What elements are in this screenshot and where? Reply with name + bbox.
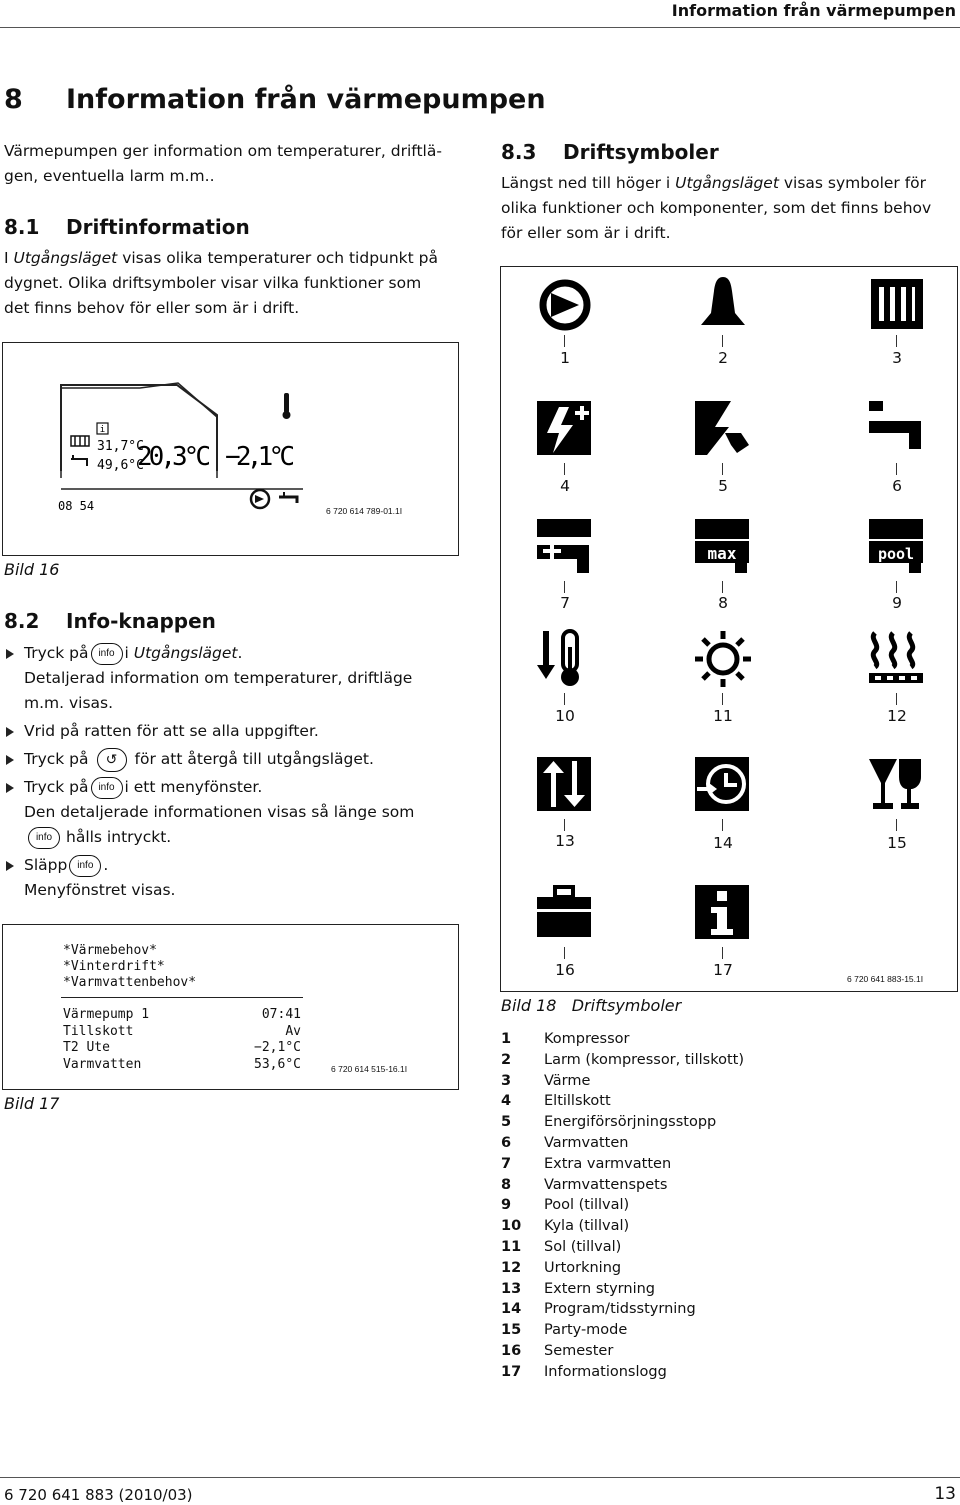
info-button-steps [4, 641, 474, 903]
section-8-3-heading [501, 140, 719, 164]
step-1-text-b: i [124, 644, 129, 662]
section-title: Info-knappen [66, 609, 216, 633]
page-number: 13 [934, 1484, 956, 1504]
figure-17-caption: Bild 17 [4, 1094, 60, 1113]
figure-18-caption-text: Driftsymboler [571, 996, 682, 1015]
symbol-number: 10 [555, 707, 575, 725]
step-1-italic: Utgångsläget [133, 644, 238, 662]
pool-label: pool [877, 545, 915, 563]
figure-18-box [500, 266, 958, 992]
legend-number: 9 [501, 1197, 512, 1214]
section-8-1-text [4, 246, 438, 321]
lcd-temp-1: 31,7°C [97, 439, 144, 454]
tick [722, 335, 723, 347]
information-log-icon [693, 883, 753, 943]
legend-number: 7 [501, 1155, 512, 1172]
lcd-row [63, 1040, 301, 1057]
lcd-row [63, 1024, 301, 1041]
lcd-row-value: 53,6°C [254, 1056, 301, 1072]
pool-icon [867, 517, 927, 577]
step-4-line-2: Den detaljerade informationen visas så länge som [24, 803, 415, 821]
symbol-number: 11 [713, 707, 733, 725]
lcd-temp-2: 49,6°C [97, 458, 144, 473]
legend-number: 6 [501, 1135, 512, 1151]
step-5-text-a: Släpp [24, 856, 68, 874]
lcd-row-value: Av [285, 1023, 301, 1039]
legend-number: 8 [501, 1176, 512, 1193]
hot-water-icon [867, 399, 927, 459]
sec83-l1-b: visas symboler för [783, 174, 927, 192]
legend-text: Larm (kompressor, tillskott) [544, 1051, 744, 1068]
step-1-text-a: Tryck på [24, 644, 89, 662]
lcd-row-label: Tillskott [63, 1023, 134, 1039]
symbol-number: 2 [718, 349, 728, 367]
legend-text: Informationslogg [544, 1363, 667, 1380]
legend-text: Party-mode [544, 1322, 628, 1339]
hot-water-peak-icon [693, 517, 753, 577]
tick [564, 335, 565, 347]
tick [722, 947, 723, 959]
legend-text: Eltillskott [544, 1093, 611, 1110]
figure-17-code: 6 720 614 515-16.1I [331, 1064, 408, 1074]
tick [896, 581, 897, 593]
figure-16-box [2, 342, 459, 556]
legend-number: 15 [501, 1322, 522, 1339]
lcd-info-rows [63, 1007, 301, 1073]
lcd-indoor-temp: 20,3°C [137, 442, 211, 472]
legend-number: 12 [501, 1259, 522, 1276]
legend-number: 17 [501, 1363, 522, 1380]
lcd-row [63, 1007, 301, 1024]
document-code: 6 720 641 883 (2010/03) [4, 1486, 193, 1504]
step-4 [4, 775, 474, 850]
legend-number: 4 [501, 1093, 512, 1110]
step-5 [4, 853, 474, 903]
lcd-menu-status [63, 943, 196, 991]
symbol-number: 13 [555, 832, 575, 850]
info-button-icon: info [91, 643, 123, 665]
lcd-time: 08 54 [58, 499, 95, 513]
symbol-number: 16 [555, 961, 575, 979]
figure-18-code: 6 720 641 883-15.1I [847, 974, 924, 984]
chapter-number: 8 [4, 84, 23, 115]
lcd-divider [61, 997, 303, 998]
tick [564, 693, 565, 705]
solar-icon [693, 629, 753, 689]
section-number: 8.3 [501, 140, 537, 164]
lcd-row-value: 07:41 [261, 1007, 301, 1022]
lcd-menu-line-2: *Vinterdrift* [63, 959, 165, 974]
sec81-line-1-text: visas olika temperaturer och tidpunkt på [122, 249, 438, 267]
legend-text: Sol (tillval) [544, 1239, 622, 1255]
symbol-number: 14 [713, 834, 733, 852]
hot-water-tap-icon [279, 492, 297, 503]
sec83-line-1 [501, 171, 956, 196]
figure-16-code: 6 720 614 789-01.1I [326, 506, 403, 516]
step-4-text-b: i ett menyfönster. [124, 778, 263, 796]
lcd-row-label: Värmepump 1 [63, 1007, 150, 1022]
tick [564, 463, 565, 475]
legend-text: Varmvattenspets [544, 1176, 668, 1193]
sec81-line-3: det finns behov för eller som är i drift. [4, 299, 300, 317]
legend-text: Kyla (tillval) [544, 1218, 630, 1235]
sec81-italic: Utgångsläget [13, 249, 118, 267]
figure-18-caption-number: Bild 18 [501, 996, 557, 1015]
step-5-line-2: Menyfönstret visas. [24, 881, 176, 899]
lcd-row-label: Varmvatten [63, 1056, 142, 1072]
section-title: Driftinformation [66, 215, 250, 239]
symbol-number: 15 [887, 834, 907, 852]
step-3-text-b: för att återgå till utgångsläget. [134, 750, 374, 768]
legend-text: Energiförsörjningsstopp [544, 1114, 717, 1131]
info-button-icon: info [28, 827, 60, 849]
sec83-l1-italic: Utgångsläget [675, 174, 779, 192]
symbol-number: 3 [892, 349, 902, 367]
tick [722, 693, 723, 705]
back-button-icon: ↺ [97, 748, 127, 772]
sec83-l1-a: Längst ned till höger i [501, 174, 671, 192]
legend-number: 11 [501, 1239, 522, 1255]
step-3-text-a: Tryck på [24, 750, 89, 768]
legend-text: Pool (tillval) [544, 1197, 630, 1214]
intro-line-1: Värmepumpen ger information om temperaturer, driftlä- [4, 142, 442, 160]
program-clock-icon [693, 755, 753, 815]
symbol-number: 6 [892, 477, 902, 495]
section-number: 8.2 [4, 609, 40, 633]
tick [722, 463, 723, 475]
sec81-line-1 [4, 246, 438, 271]
symbol-number: 9 [892, 594, 902, 612]
section-8-3-text [501, 171, 956, 246]
legend-text: Semester [544, 1343, 614, 1359]
sec81-prefix: I [4, 249, 14, 267]
legend-number: 5 [501, 1114, 512, 1131]
tick [564, 819, 565, 831]
step-5-text-b: . [103, 856, 109, 874]
compressor-icon [251, 490, 269, 508]
radiator-icon [71, 436, 89, 446]
radiator-icon [867, 275, 927, 335]
tick [896, 819, 897, 831]
running-header: Information från värmepumpen [671, 1, 956, 20]
info-button-icon: info [69, 855, 101, 877]
lcd-menu-line-1: *Värmebehov* [63, 943, 157, 958]
symbol-number: 12 [887, 707, 907, 725]
sec83-line-2: olika funktioner och komponenter, som det finns behov [501, 199, 932, 217]
step-4-line-3: hålls intryckt. [66, 828, 172, 846]
legend-number: 1 [501, 1031, 512, 1047]
tick [722, 581, 723, 593]
tick [896, 463, 897, 475]
legend-text: Värme [544, 1072, 591, 1089]
footer-rule [0, 1477, 960, 1478]
tick [564, 947, 565, 959]
section-8-2-heading [4, 609, 216, 633]
info-box-glyph: i [99, 425, 106, 435]
step-4-text-a: Tryck på [24, 778, 89, 796]
symbol-number: 1 [560, 349, 570, 367]
sec81-line-2: dygnet. Olika driftsymboler visar vilka funktioner som [4, 274, 422, 292]
legend-number: 16 [501, 1343, 522, 1359]
intro-line-2: gen, eventuella larm m.m.. [4, 167, 215, 185]
compressor-icon [535, 275, 595, 335]
tick [564, 581, 565, 593]
legend-text: Varmvatten [544, 1135, 629, 1151]
power-stop-icon [693, 399, 753, 459]
intro-paragraph [4, 139, 442, 189]
lcd-row [63, 1057, 301, 1074]
section-title: Driftsymboler [563, 140, 719, 164]
tick [722, 819, 723, 831]
max-label: max [707, 544, 737, 563]
chapter-title-text: Information från värmepumpen [66, 84, 546, 115]
symbol-number: 8 [718, 594, 728, 612]
figure-17-box [2, 924, 459, 1090]
alarm-bell-icon [693, 275, 753, 335]
symbol-number: 17 [713, 961, 733, 979]
figure-18-caption [501, 996, 681, 1015]
lcd-row-label: T2 Ute [63, 1040, 110, 1055]
legend-number: 13 [501, 1280, 522, 1297]
legend-text: Extra varmvatten [544, 1155, 672, 1172]
legend-text: Kompressor [544, 1031, 630, 1047]
symbol-number: 5 [718, 477, 728, 495]
figure-16-caption: Bild 16 [4, 560, 60, 579]
extra-hot-water-icon [535, 517, 595, 577]
lcd-menu-line-3: *Varmvattenbehov* [63, 975, 197, 990]
legend-number: 14 [501, 1301, 522, 1318]
drying-icon [867, 629, 927, 689]
legend-number: 10 [501, 1218, 522, 1235]
step-2 [4, 719, 474, 744]
thermometer-icon [283, 393, 291, 419]
symbol-number: 7 [560, 594, 570, 612]
lcd-row-value: −2,1°C [254, 1040, 301, 1055]
lcd-home-display [3, 343, 458, 555]
cooling-icon [535, 629, 595, 689]
info-button-icon: info [91, 777, 123, 799]
section-number: 8.1 [4, 215, 40, 239]
step-2-text: Vrid på ratten för att se alla uppgifter. [24, 722, 319, 740]
step-3 [4, 747, 474, 772]
tap-icon [71, 455, 87, 466]
section-8-1-heading [4, 215, 250, 239]
external-control-icon [535, 755, 595, 815]
tick [896, 335, 897, 347]
step-1-line-3: m.m. visas. [24, 694, 114, 712]
symbol-number: 4 [560, 477, 570, 495]
legend-text: Urtorkning [544, 1259, 622, 1276]
chapter-title [4, 84, 546, 115]
vacation-suitcase-icon [535, 883, 595, 943]
tick [896, 693, 897, 705]
lcd-outdoor-temp: −2,1°C [225, 442, 295, 472]
legend-number: 3 [501, 1072, 512, 1089]
legend-number: 2 [501, 1051, 512, 1068]
sec83-line-3: för eller som är i drift. [501, 224, 671, 242]
electric-heater-icon [535, 399, 595, 459]
step-1-line-2: Detaljerad information om temperaturer, driftläge [24, 669, 413, 687]
header-rule [0, 27, 960, 28]
party-mode-icon [867, 755, 927, 815]
legend-text: Extern styrning [544, 1280, 655, 1297]
legend-text: Program/tidsstyrning [544, 1301, 696, 1318]
step-1: Tryck på info i Utgångsläget. Detaljerad information om temperaturer, driftläge m.m. visas. [4, 641, 474, 716]
